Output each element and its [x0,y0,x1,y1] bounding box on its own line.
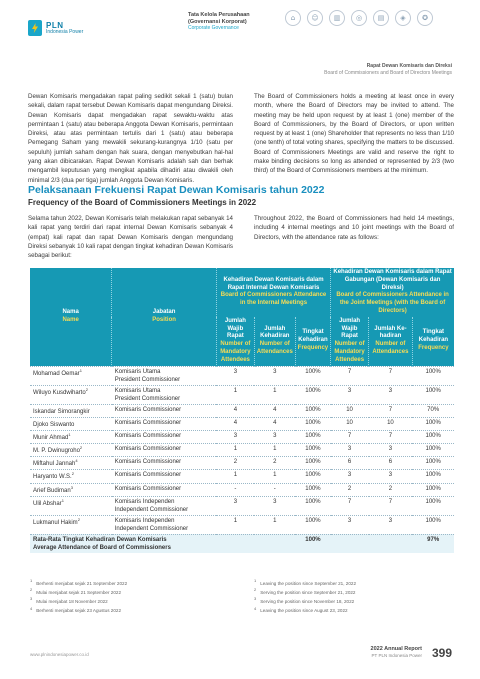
attendance-cell: 1 [254,515,295,534]
section-paragraph-id: Selama tahun 2022, Dewan Komisaris telah melakukan rapat sebanyak 14 kali rapat yang terdiri dari rapat internal Dewan Komisaris sebanyak 4 (empat) kali rapat dan rapat Dewan Komisaris dengan mengundang Direksi sebanyak 10 kali rapat dengan tingkat kehadiran Dewan Komisaris sebagai berikut: [28,215,233,260]
attendance-cell: 6 [369,457,413,470]
member-name [30,515,112,534]
attendance-cell: 1 [254,470,295,483]
average-label-id: Rata-Rata Tingkat Kehadiran Dewan Komisaris [33,536,167,543]
position-id: Komisaris Commissioner [114,446,182,453]
attendance-cell: 100% [412,418,454,431]
col-header-label-en: Frequency [418,345,449,352]
attendance-cell: 7 [369,404,413,417]
footnote-marker: 2 [71,471,74,477]
position-en: Independent Commissioner [114,525,189,532]
page-footer [0,640,480,679]
position-en: Independent Commissioner [114,506,189,513]
group-header-joint-id: Kehadiran Dewan Komisaris dalam Rapat Gabungan (Dewan Komisaris dan Direksi) [333,269,452,291]
col-header-label-en: Number of Attendances [256,341,293,355]
attendance-cell: 2 [331,483,369,496]
table-row [30,404,454,417]
attendance-cell: 3 [331,515,369,534]
attendance-cell: 100% [412,457,454,470]
report-label [371,646,422,658]
attendance-cell: 7 [369,366,413,385]
attendance-cell: 100% [295,385,330,404]
attendance-cell: 100% [295,418,330,431]
position-id: Komisaris Commissioner [114,459,182,466]
attendance-cell: 70% [412,404,454,417]
footnote-number: 2 [254,587,257,593]
table-row [30,431,454,444]
globe-icon[interactable]: ◎ [351,10,367,26]
table-row [30,366,454,385]
attendance-cell: 7 [331,496,369,515]
attendance-cell: 100% [412,515,454,534]
attendance-cell: 10 [331,418,369,431]
footnotes-en [254,578,356,615]
col-header-name-id: Nama [62,308,79,315]
attendance-cell: 100% [412,470,454,483]
table-row [30,385,454,404]
member-position [112,496,217,515]
col-header-position-en: Position [152,316,176,323]
attendance-cell: 3 [254,431,295,444]
intro-paragraph-id: Dewan Komisaris mengadakan rapat paling sedikit sekali 1 (satu) bulan sekali, dalam rapat tersebut Dewan Komisaris dapat mengundang Direksi. Dewan Komisaris dapat mengadakan rapat sewaktu-waktu atas permintaan 1 (satu) atau beberapa Anggota Dewan Komisaris, permintaan Direksi, atau atas permintaan tertulis dari 1 (satu) atau beberapa Pemegang Saham yang mewakili sekurang-kurangnya 1/10 (satu per sepuluh) jumlah saham dengan hak suara, dengan menyebutkan hal-hal yang akan dibicarakan. Rapat Dewan Komisaris adalah sah dan berhak mengambil keputusan yang mengikat apabila dihadiri atau diwakili oleh minimal 2/3 (dua per tiga) jumlah Anggota Dewan Komisaris. [28,93,233,184]
average-joint: 97% [412,534,454,553]
footnote-number: 2 [30,587,33,593]
attendance-cell: 3 [216,431,254,444]
attendance-cell: 1 [216,515,254,534]
footnote [254,596,356,605]
average-row [30,534,454,553]
group-header-joint [331,268,454,317]
footnote-text: Serving the position since September 21, 2022 [260,589,356,595]
member-name-text: Iskandar Simorangkir [33,408,90,415]
attendance-cell: 100% [295,404,330,417]
footnote-marker: 1 [79,367,82,373]
member-name [30,457,112,470]
attendance-cell: 7 [369,496,413,515]
chapter-title-id: Tata Kelola Perusahaan [188,12,250,18]
footnote-marker: 1 [68,432,71,438]
breadcrumb-title-en: Board of Commissioners and Board of Directors Meetings [324,69,452,76]
col-header-name [30,268,112,366]
member-name [30,470,112,483]
attendance-cell: 7 [331,366,369,385]
table-row [30,457,454,470]
attendance-cell: 100% [295,483,330,496]
table-row [30,444,454,457]
footnote [254,587,356,596]
attendance-cell: 1 [254,444,295,457]
attendance-cell: 100% [295,496,330,515]
member-name [30,483,112,496]
member-position [112,366,217,385]
average-label-en: Average Attendance of Board of Commissioners [33,545,171,552]
member-position [112,457,217,470]
member-name-text: Ulil Abshar [33,500,62,507]
group-header-internal-id: Kehadiran Dewan Komisaris dalam Rapat Internal Dewan Komisaris [223,276,324,291]
footnote [30,606,127,615]
attendance-cell: 100% [295,515,330,534]
attendance-cell: 6 [331,457,369,470]
col-header-label-id: Jumlah Kehadiran [260,325,290,340]
footnote-text: Leaving the position since September 21, 2022 [260,580,357,586]
attendance-cell: - [216,483,254,496]
breadcrumb [324,63,452,76]
footnote-number: 1 [30,578,33,583]
report-title: 2022 Annual Report [370,646,422,652]
position-id: Komisaris Commissioner [114,433,182,440]
company-name: PT PLN Indonesia Power [371,652,422,658]
attendance-table [30,268,454,553]
chapter-heading [188,12,250,31]
position-id: Komisaris Commissioner [114,406,182,413]
member-name [30,418,112,431]
col-header-position-id: Jabatan [152,308,176,315]
footnote [254,578,356,587]
attendance-cell: 100% [295,457,330,470]
footnote-marker: 4 [75,458,78,464]
col-header-frequency-internal [295,317,330,366]
company-logo[interactable] [28,20,83,36]
attendance-cell: 1 [216,470,254,483]
member-position [112,444,217,457]
attendance-cell: 3 [369,444,413,457]
member-name [30,496,112,515]
member-position [112,431,217,444]
attendance-cell: 100% [295,366,330,385]
attendance-cell: 100% [412,444,454,457]
footnote-number: 3 [254,596,257,602]
group-header-joint-en: Board of Commissioners Attendance in the Joint Meetings (with the Board of Directors) [336,292,449,314]
document-icon[interactable]: ▤ [373,10,389,26]
attendance-cell: 1 [254,385,295,404]
attendance-cell: 100% [295,444,330,457]
footnote-marker: 3 [70,484,73,490]
position-id: Komisaris Utama [114,368,161,375]
logo-brand: PLN [46,20,64,30]
member-name-text: M. P. Dwinugroho [33,448,80,455]
col-header-name-en: Name [62,316,79,323]
attendance-cell: 2 [369,483,413,496]
member-name-text: Wiluyo Kusdwiharto [33,389,86,396]
position-id: Komisaris Independen [114,498,175,505]
footnote-number: 3 [30,596,33,602]
position-en: President Commissioner [114,376,181,383]
col-header-label-en: Frequency [297,345,329,352]
chapter-nav [285,10,433,26]
footnote [30,596,127,605]
col-header-label-en: Number of Mandatory Attendees [220,341,251,363]
attendance-cell: 3 [254,366,295,385]
attendance-cell: 10 [369,418,413,431]
attendance-cell: 3 [216,496,254,515]
page-number: 399 [431,646,452,660]
member-name [30,385,112,404]
attendance-cell: 7 [331,431,369,444]
footnote-number: 4 [254,605,257,611]
footnote-marker: 2 [79,445,83,451]
attendance-cell: 3 [331,444,369,457]
table-row [30,483,454,496]
table-row [30,418,454,431]
attendance-cell: 10 [331,404,369,417]
attendance-cell: 100% [412,496,454,515]
footnotes-id [30,578,127,615]
col-header-label-id: Tingkat Kehadiran [298,329,328,344]
col-header-attendance-internal [254,317,295,366]
footnote-text: Leaving the position since August 23, 2022 [260,608,348,614]
col-header-mandatory-internal [216,317,254,366]
member-position [112,418,217,431]
member-name [30,404,112,417]
col-header-mandatory-joint [331,317,369,366]
col-header-label-en: Number of Attendances [372,341,409,355]
position-id: Komisaris Commissioner [114,472,182,479]
footnote-marker: 2 [77,516,80,522]
attendance-cell: 1 [216,385,254,404]
attendance-cell: 1 [216,444,254,457]
attendance-cell: 100% [412,483,454,496]
footnote-marker: 1 [61,497,64,503]
group-header-internal-en: Board of Commissioners Attendance in the Internal Meetings [220,292,327,307]
section-title: Pelaksanaan Frekuensi Rapat Dewan Komisaris tahun 2022 [28,184,325,196]
position-id: Komisaris Independen [114,517,175,524]
col-header-attendance-joint [369,317,413,366]
footnote-text: Berhenti menjabat sejak 23 Agustus 2022 [36,608,122,614]
shield-icon[interactable]: ◈ [395,10,411,26]
attendance-cell: 3 [331,470,369,483]
footnote [254,606,356,615]
attendance-cell: 4 [216,404,254,417]
member-position [112,515,217,534]
chapter-title-id-2: (Governansi Korporat) [188,18,247,25]
chart-icon[interactable]: ▥ [329,10,345,26]
member-name [30,366,112,385]
col-header-frequency-joint [412,317,454,366]
logo-subtitle: Indonesia Power [46,28,84,35]
attendance-cell: 3 [331,385,369,404]
breadcrumb-title-id: Rapat Dewan Komisaris dan Direksi [366,63,452,69]
footnote-text: Mulai menjabat 18 November 2022 [36,598,108,604]
seal-icon[interactable]: ✪ [417,10,433,26]
attendance-cell: 4 [254,404,295,417]
pln-logo-icon [28,20,42,36]
intro-paragraph-en: The Board of Commissioners holds a meeting at least once in every month, where the Board of Directors may be invited to attend. The meeting may be held upon request by at least 1 (one) member of the Board of Commissioners, by the Board of Directors, or upon written request by at least 1 (one) Shareholder that represents no less than 1/10 (one tenth) of total voting shares, specifying the matters to be discussed. Board of Commissioners Meetings are valid and reserve the right to make binding decisions so long as attended or represented by 2/3 (two third) of the Board of Commissioners members at the minimum. [254,93,454,175]
attendance-cell: 3 [369,515,413,534]
footnote-number: 4 [30,605,33,611]
footnote-text: Serving the position since November 18, 2022 [260,598,355,604]
attendance-cell: 4 [254,418,295,431]
col-header-label-id: Tingkat Kehadiran [418,329,449,344]
position-id: Komisaris Utama [114,387,161,394]
footnote-text: Berhenti menjabat sejak 21 September 2022 [36,580,128,586]
average-internal: 100% [295,534,330,553]
member-position [112,385,217,404]
footnote-number: 1 [254,578,257,583]
attendance-cell: 3 [216,366,254,385]
footnote-text: Mulai menjabat sejak 21 September 2022 [36,589,122,595]
member-position [112,470,217,483]
attendance-cell: 100% [295,470,330,483]
page-header [0,0,480,60]
member-name [30,444,112,457]
attendance-cell: 100% [412,431,454,444]
table-row [30,470,454,483]
position-id: Komisaris Commissioner [114,485,182,492]
footnote [30,578,127,587]
member-position [112,404,217,417]
table-row [30,496,454,515]
attendance-cell: 2 [216,457,254,470]
member-name-text: Miftahul Jannah [33,461,76,468]
section-subtitle: Frequency of the Board of Commissioners Meetings in 2022 [28,198,257,207]
attendance-cell: 3 [369,470,413,483]
col-header-label-id: Jumlah Wajib Rapat [339,317,361,340]
position-en: President Commissioner [114,395,181,402]
member-position [112,483,217,496]
people-icon[interactable]: ☺ [307,10,323,26]
member-name [30,431,112,444]
col-header-label-en: Number of Mandatory Attendees [334,341,365,363]
footnote [30,587,127,596]
attendance-cell: - [254,483,295,496]
member-name-text: Mohamad Oemar [33,370,80,377]
section-paragraph-en: Throughout 2022, the Board of Commissioners had held 14 meetings, including 4 internal meetings and 10 joint meetings with the Board of Directors, with the attendance rate as follows: [254,215,454,241]
building-icon[interactable]: ⌂ [285,10,301,26]
member-name-text: Munir Ahmad [33,435,69,442]
attendance-cell: 100% [412,385,454,404]
col-header-position [112,268,217,366]
col-header-label-id: Jumlah Ke-hadiran [374,325,407,340]
table-row [30,515,454,534]
col-header-label-id: Jumlah Wajib Rapat [224,317,246,340]
chapter-title-en: Corporate Governance [188,25,239,32]
member-name-text: Djoko Siswanto [33,422,75,429]
footnote-marker: 2 [85,386,88,392]
group-header-internal [216,268,330,317]
member-name-text: Arief Budiman [33,487,71,494]
website-link[interactable]: www.plnindonesiapower.co.id [30,652,89,657]
member-name-text: Lukmanul Hakim [33,519,78,526]
attendance-cell: 7 [369,431,413,444]
attendance-cell: 3 [254,496,295,515]
attendance-cell: 2 [254,457,295,470]
attendance-cell: 4 [216,418,254,431]
attendance-cell: 3 [369,385,413,404]
member-name-text: Haryanto W.S. [33,474,72,481]
position-id: Komisaris Commissioner [114,420,182,427]
attendance-cell: 100% [295,431,330,444]
average-label [30,534,295,553]
attendance-cell: 100% [412,366,454,385]
